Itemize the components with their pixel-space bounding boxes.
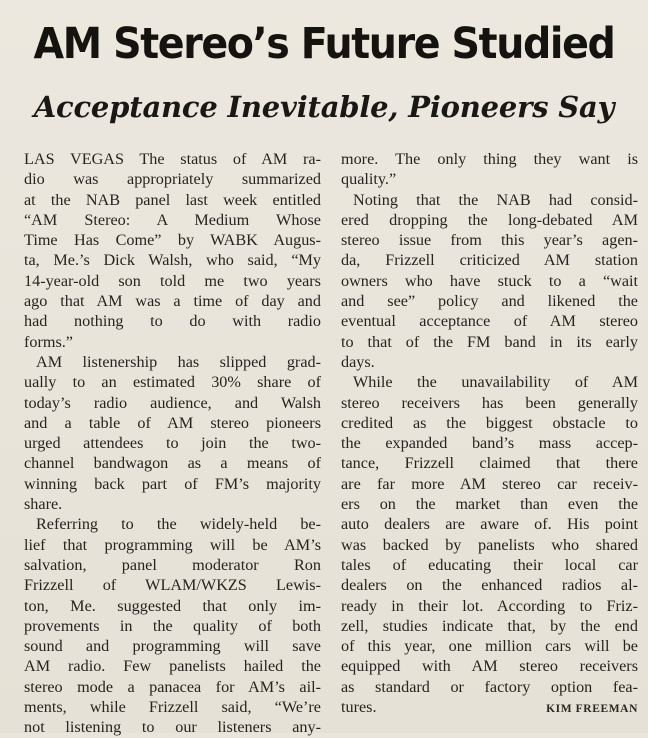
article-text-line: owners who have stuck to a “wait	[341, 271, 638, 290]
article-text-line: days.	[341, 352, 375, 371]
article-subhead: Acceptance Inevitable, Pioneers Say	[33, 90, 615, 124]
article-headline: AM Stereo’s Future Studied	[33, 19, 615, 69]
article-text-line: quality.”	[341, 170, 397, 189]
article-text-line: tance, Frizzell claimed that there	[341, 454, 638, 473]
article-text-line: lief that programming will be AM’s	[24, 535, 321, 554]
article-text-line: at the NAB panel last week entitled	[24, 190, 321, 209]
article-text-line: today’s radio audience, and Walsh	[24, 393, 321, 412]
article-text-line: share.	[24, 495, 63, 514]
article-text-line: auto dealers are aware of. His point	[341, 515, 638, 534]
article-text-line: as standard or factory option fea-	[341, 677, 638, 696]
article-text-line: had nothing to do with radio	[24, 312, 321, 331]
article-text-line: forms.”	[24, 332, 73, 351]
article-text-line: zell, studies indicate that, by the end	[341, 616, 638, 635]
article-text-line: provements in the quality of both	[24, 616, 321, 635]
article-text-line: are far more AM stereo car receiv-	[341, 474, 638, 493]
article-text-line: While the unavailability of AM	[353, 373, 638, 392]
article-text-line: Frizzell of WLAM/WKZS Lewis-	[24, 576, 321, 595]
article-text-line: ments, while Frizzell said, “We’re	[24, 698, 321, 717]
article-text-line: tales of educating their local car	[341, 555, 638, 574]
article-text-line: stereo mode a panacea for AM’s ail-	[24, 677, 321, 696]
article-text-line: urged attendees to join the two-	[24, 434, 321, 453]
article-text-line: was backed by panelists who shared	[341, 535, 638, 554]
article-text-line: channel bandwagon as a means of	[24, 454, 321, 473]
article-text-line: ered dropping the long-debated AM	[341, 210, 638, 229]
article-text-line: stereo issue from this year’s agen-	[341, 231, 638, 250]
article-text-line: dealers on the enhanced radios al-	[341, 576, 638, 595]
article-column-right	[341, 149, 638, 717]
article-text-line: equipped with AM stereo receivers	[341, 657, 638, 676]
article-text-line: credited as the biggest obstacle to	[341, 413, 638, 432]
closing-line	[341, 697, 638, 717]
author-byline: KIM FREEMAN	[546, 703, 638, 716]
article-text-line: ers on the market than even the	[341, 495, 638, 514]
article-column-left	[24, 149, 321, 738]
article-text-line: to that of the FM band in its early	[341, 332, 638, 351]
article-text-line: Noting that the NAB had consid-	[353, 190, 638, 209]
article-text-line: ago that AM was a time of day and	[24, 292, 321, 311]
article-text-line: 14-year-old son told me two years	[24, 271, 321, 290]
article-text-line: winning back part of FM’s majority	[24, 474, 321, 493]
article-text-line: the expanded band’s mass accep-	[341, 434, 638, 453]
article-text-line: dio was appropriately summarized	[24, 170, 321, 189]
article-text-line: ton, Me. suggested that only im-	[24, 596, 321, 615]
article-text-line: Time Has Come” by WABK Augus-	[24, 231, 321, 250]
article-text-line: stereo receivers has been generally	[341, 393, 638, 412]
article-text-line: LAS VEGAS The status of AM ra-	[24, 150, 321, 168]
article-text-line: ually to an estimated 30% share of	[24, 373, 321, 392]
article-text-line: AM listenership has slipped grad-	[36, 352, 321, 371]
article-text-line: “AM Stereo: A Medium Whose	[24, 210, 321, 229]
article-text-line: not listening to our listeners any-	[24, 718, 321, 737]
article-text-line: ta, Me.’s Dick Walsh, who said, “My	[24, 251, 321, 270]
article-text-line: eventual acceptance of AM stereo	[341, 312, 638, 331]
article-text-line: more. The only thing they want is	[341, 150, 638, 168]
article-text-line: da, Frizzell criticized AM station	[341, 251, 638, 270]
article-text-line: tures.	[341, 698, 377, 717]
article-text-line: ready in their lot. According to Friz-	[341, 596, 638, 615]
article-text-line: AM radio. Few panelists hailed the	[24, 657, 321, 676]
article-text-line: Referring to the widely-held be-	[36, 515, 321, 534]
article-text-line: sound and programming will save	[24, 637, 321, 656]
article-text-line: and a table of AM stereo pioneers	[24, 413, 321, 432]
article-text-line: and see” policy and likened the	[341, 292, 638, 311]
article-text-line: of this year, one million cars will be	[341, 637, 638, 656]
article-text-line: salvation, panel moderator Ron	[24, 555, 321, 574]
